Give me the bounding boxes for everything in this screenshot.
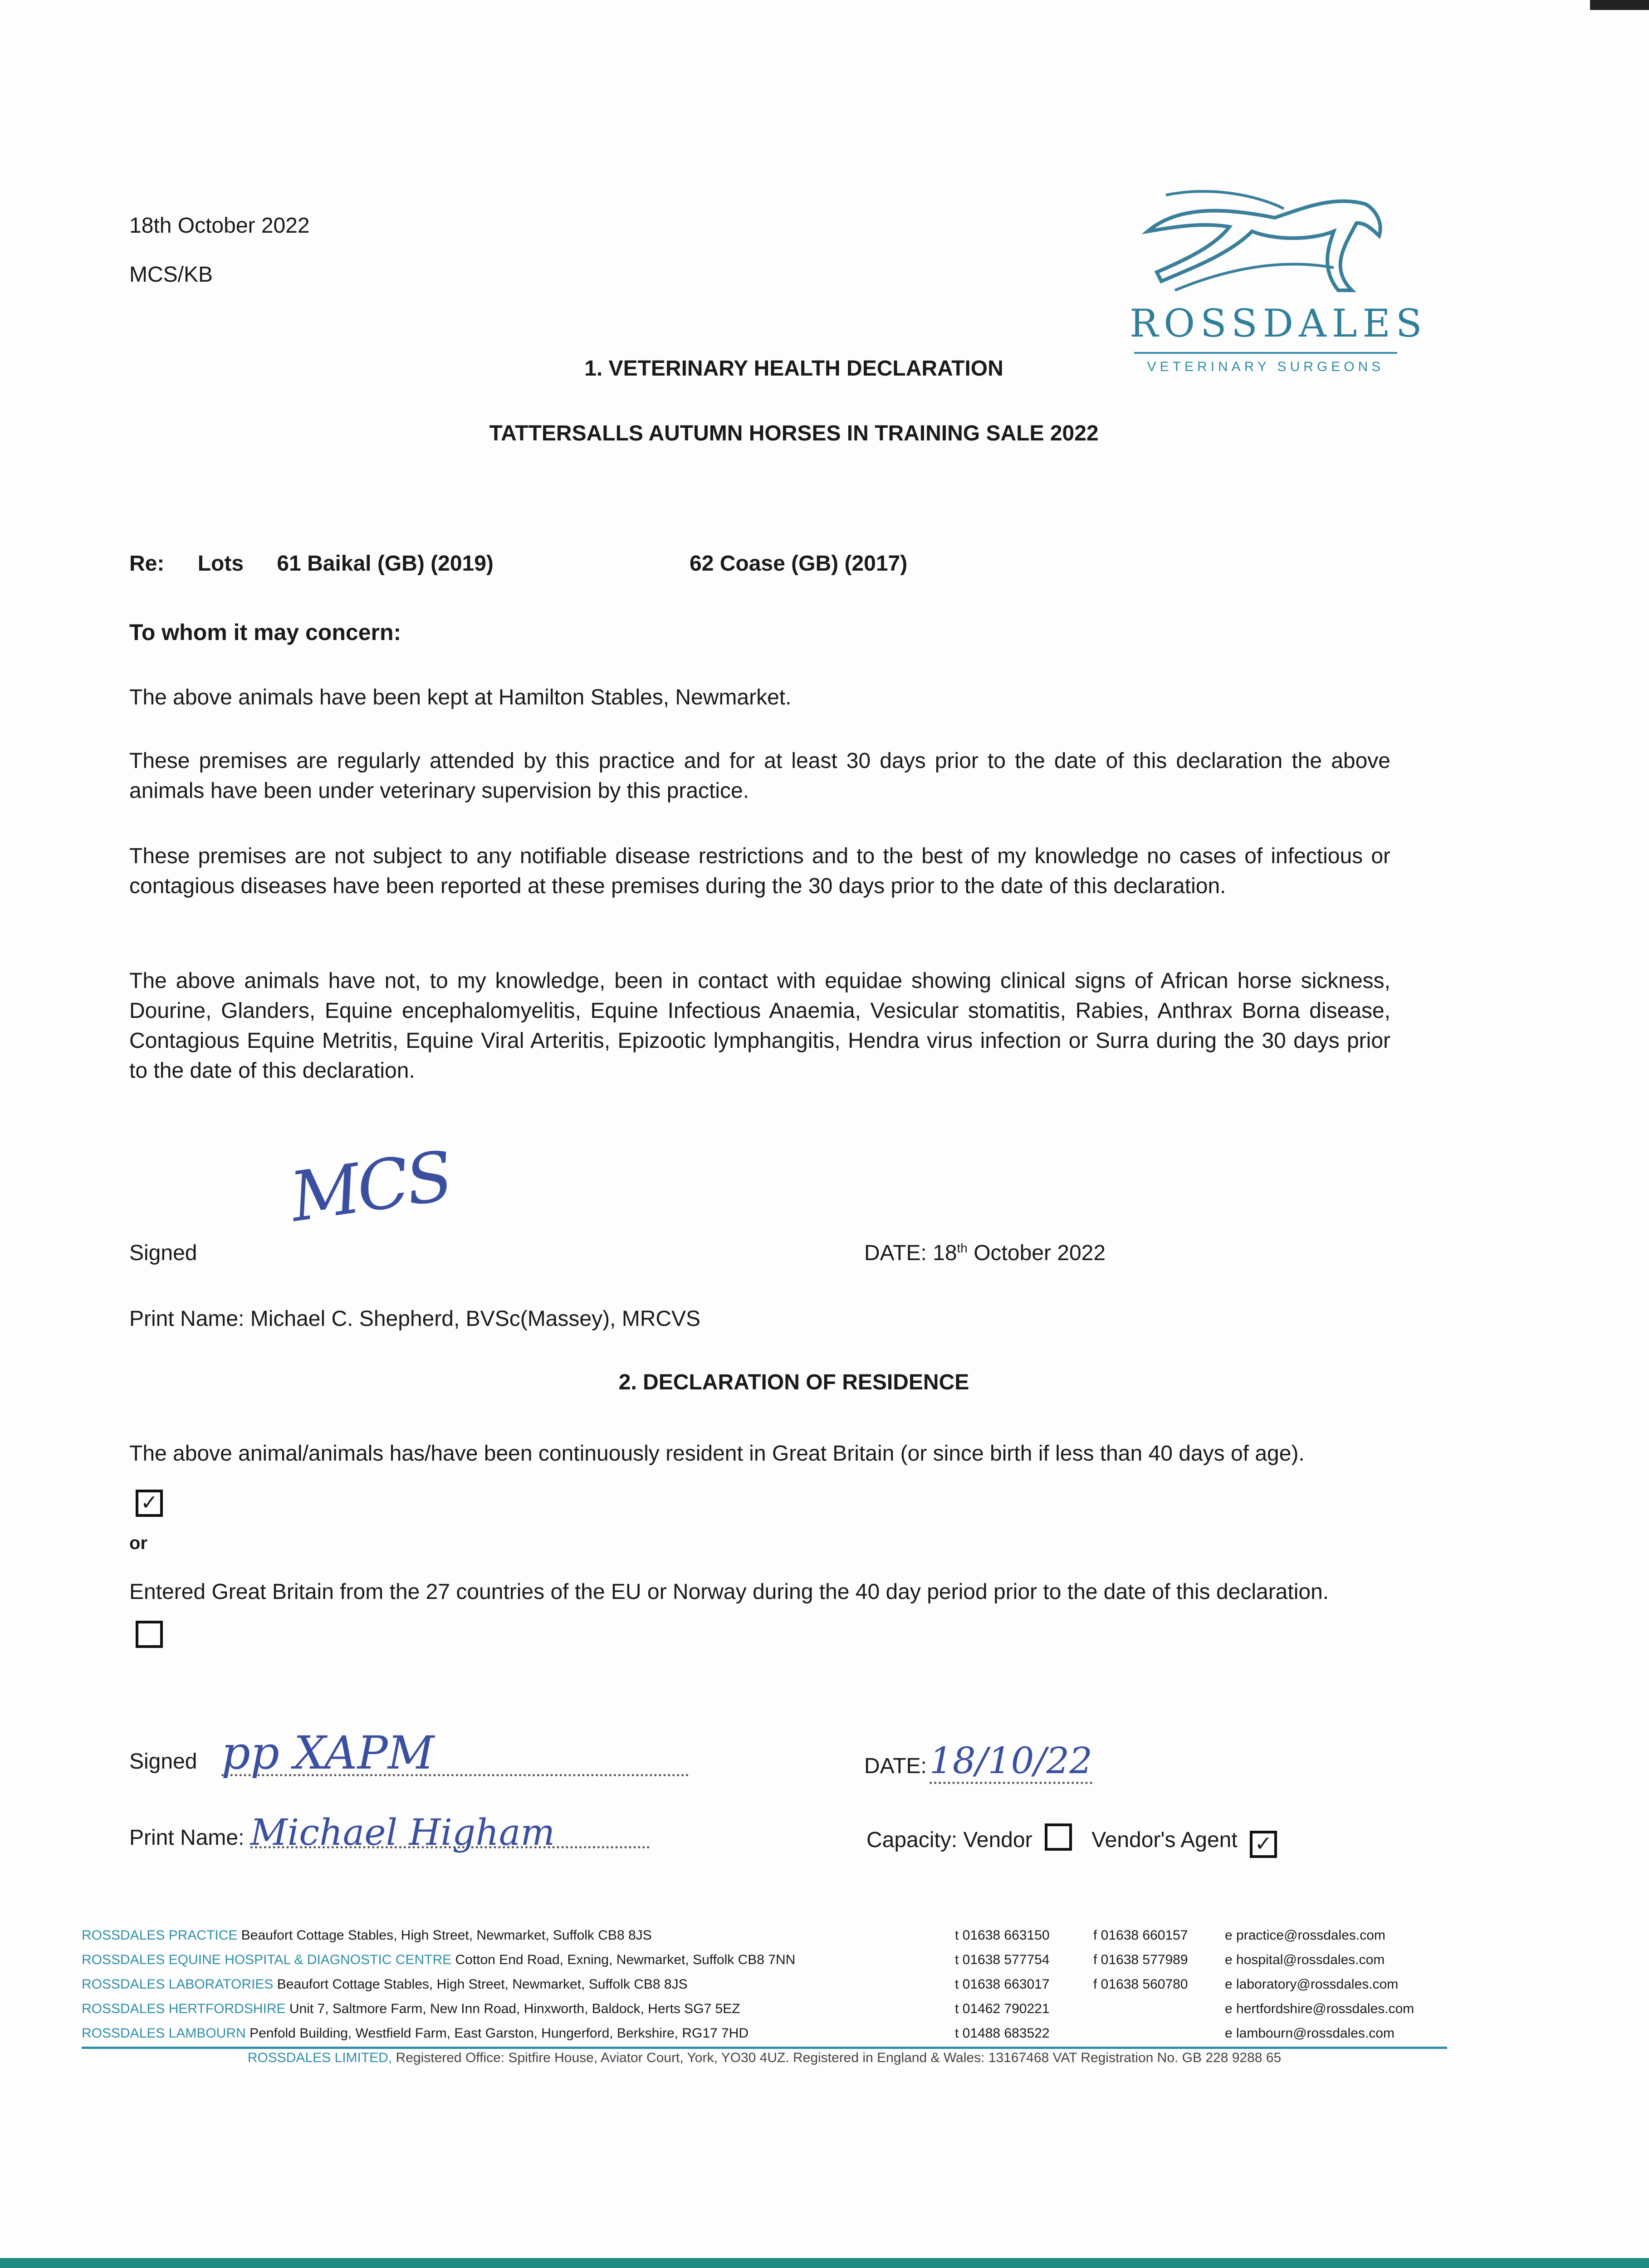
vet-date-suffix: October 2022 [967,1241,1106,1265]
footer-divider [82,2047,1447,2049]
footer-phone: t 01638 577754 [955,1952,1050,1967]
footer-legal-text: Registered Office: Spitfire House, Aviator Court, York, YO30 4UZ. Registered in England & Wales: 13167468 VAT Registration No. GB 228 9288 65 [392,2050,1282,2065]
footer-legal-name: ROSSDALES LIMITED, [247,2050,392,2065]
lot-1: 61 Baikal (GB) (2019) [277,552,494,576]
vet-date [864,1241,1106,1266]
footer-practice-name: ROSSDALES LAMBOURN [82,2026,246,2041]
paragraph-3: These premises are not subject to any notifiable disease restrictions and to the best of my knowledge no cases of infectious or contagious diseases have been reported at these premises during the 30 days prior to the date of this declaration. [129,844,1390,898]
agent-date-label: DATE: [864,1754,927,1778]
residence-option-2-text: Entered Great Britain from the 27 countries of the EU or Norway during the 40 day period prior to the date of this declaration. [129,1580,1329,1604]
agent-print-name [129,1811,650,1853]
footer-practice-addr: Beaufort Cottage Stables, High Street, Newmarket, Suffolk CB8 8JS [241,1928,652,1943]
footer-email[interactable]: e hertfordshire@rossdales.com [1225,2001,1414,2016]
residence-option-2-checkbox[interactable] [136,1621,163,1648]
capacity-line [866,1823,1277,1858]
signed-label-1: Signed [129,1241,197,1265]
footer-practice-name: ROSSDALES LABORATORIES [82,1977,274,1992]
scan-edge-mark [1590,0,1649,10]
footer-fax: f 01638 560780 [1093,1977,1188,1992]
section2-title: 2. DECLARATION OF RESIDENCE [618,1370,969,1394]
footer-legal [82,2050,1447,2066]
residence-option-1-text: The above animal/animals has/have been continuously resident in Great Britain (or since birth if less than 40 days of age). [129,1442,1305,1466]
footer-row [82,1972,944,1997]
footer-email[interactable]: e practice@rossdales.com [1225,1928,1385,1943]
footer-practice-addr: Beaufort Cottage Stables, High Street, Newmarket, Suffolk CB8 8JS [277,1977,688,1992]
capacity-label: Capacity: Vendor [866,1828,1032,1852]
footer-addresses [82,1923,944,2046]
agent-date [864,1740,1092,1782]
or-label: or [129,1533,147,1553]
bottom-bar [0,2258,1649,2268]
signed-label-2: Signed [129,1750,197,1774]
reference: MCS/KB [129,263,213,287]
section1-title: 1. VETERINARY HEALTH DECLARATION [584,357,1003,381]
footer-row [82,1923,944,1948]
footer-fax: f 01638 660157 [1093,1928,1188,1943]
vet-signature: MCS [285,1137,455,1237]
footer-emails [1225,1923,1414,2046]
vet-date-prefix: DATE: 18 [864,1241,957,1265]
vendors-agent-checkbox[interactable]: ✓ [1250,1831,1277,1858]
re-label: Re: [129,552,165,576]
residence-option-1-checkbox[interactable]: ✓ [136,1490,163,1517]
re-line [129,551,494,576]
footer-phones [955,1923,1050,2046]
lot-2: 62 Coase (GB) (2017) [690,552,908,576]
agent-date-value: 18/10/22 [930,1740,1092,1784]
agent-print-label: Print Name: [129,1826,245,1850]
logo-tagline: VETERINARY SURGEONS [1147,359,1385,374]
footer-phone: t 01462 790221 [955,2001,1050,2016]
lots-label: Lots [197,552,244,576]
footer-practice-addr: Cotton End Road, Exning, Newmarket, Suffolk CB8 7NN [455,1952,796,1967]
logo-rule [1134,352,1397,354]
footer-faxes [1093,1923,1188,1997]
paragraph-4: The above animals have not, to my knowledge, been in contact with equidae showing clinical signs of African horse sickness, Dourine, Glanders, Equine encephalomyelitis, Equine Infectious Anaemia, Vesicular stomatitis, Rabies, Anthrax Borna disease, Contagious Equine Metritis, Equine Viral Arteritis, Epizootic lymphangitis, Hendra virus infection or Surra during the 30 days prior to the date of this declaration. [129,969,1390,1083]
footer-practice-addr: Unit 7, Saltmore Farm, New Inn Road, Hinxworth, Baldock, Herts SG7 5EZ [289,2001,740,2016]
footer-practice-name: ROSSDALES HERTFORDSHIRE [82,2001,286,2016]
vet-date-sup: th [957,1241,968,1255]
letter-date: 18th October 2022 [129,214,310,238]
signed-line-2 [129,1726,689,1779]
footer-email[interactable]: e laboratory@rossdales.com [1225,1977,1399,1992]
footer-phone: t 01638 663150 [955,1928,1050,1943]
footer-row [82,2021,944,2046]
horse-logo-icon [1139,177,1393,299]
section1-subtitle: TATTERSALLS AUTUMN HORSES IN TRAINING SALE 2022 [489,421,1099,445]
footer-row [82,1997,944,2021]
residence-option-1 [129,1431,1336,1522]
footer-practice-addr: Penfold Building, Westfield Farm, East Garston, Hungerford, Berkshire, RG17 7HD [250,2026,749,2041]
footer-practice-name: ROSSDALES PRACTICE [82,1928,238,1943]
signature-field-2 [221,1726,689,1779]
residence-option-2 [129,1569,1336,1660]
vendors-agent-label: Vendor's Agent [1091,1828,1238,1852]
paragraph-1: The above animals have been kept at Hamilton Stables, Newmarket. [129,685,792,709]
agent-print-value: Michael Higham [250,1819,650,1848]
rossdales-logo [1130,177,1428,375]
footer-email[interactable]: e lambourn@rossdales.com [1225,2026,1395,2041]
footer-practice-name: ROSSDALES EQUINE HOSPITAL & DIAGNOSTIC CENTRE [82,1952,452,1967]
agent-signature: pp XAPM [221,1726,435,1779]
salutation: To whom it may concern: [129,620,401,645]
logo-wordmark: ROSSDALES [1130,301,1428,346]
footer-email[interactable]: e hospital@rossdales.com [1225,1952,1385,1967]
footer-phone: t 01638 663017 [955,1977,1050,1992]
footer-fax: f 01638 577989 [1093,1952,1188,1967]
footer-row [82,1948,944,1972]
paragraph-2: These premises are regularly attended by this practice and for at least 30 days prior to the date of this declaration the above animals have been under veterinary supervision by this practice. [129,749,1390,803]
footer-phone: t 01488 683522 [955,2026,1050,2041]
vendor-checkbox[interactable] [1045,1823,1072,1851]
vet-print-name: Print Name: Michael C. Shepherd, BVSc(Massey), MRCVS [129,1307,701,1331]
